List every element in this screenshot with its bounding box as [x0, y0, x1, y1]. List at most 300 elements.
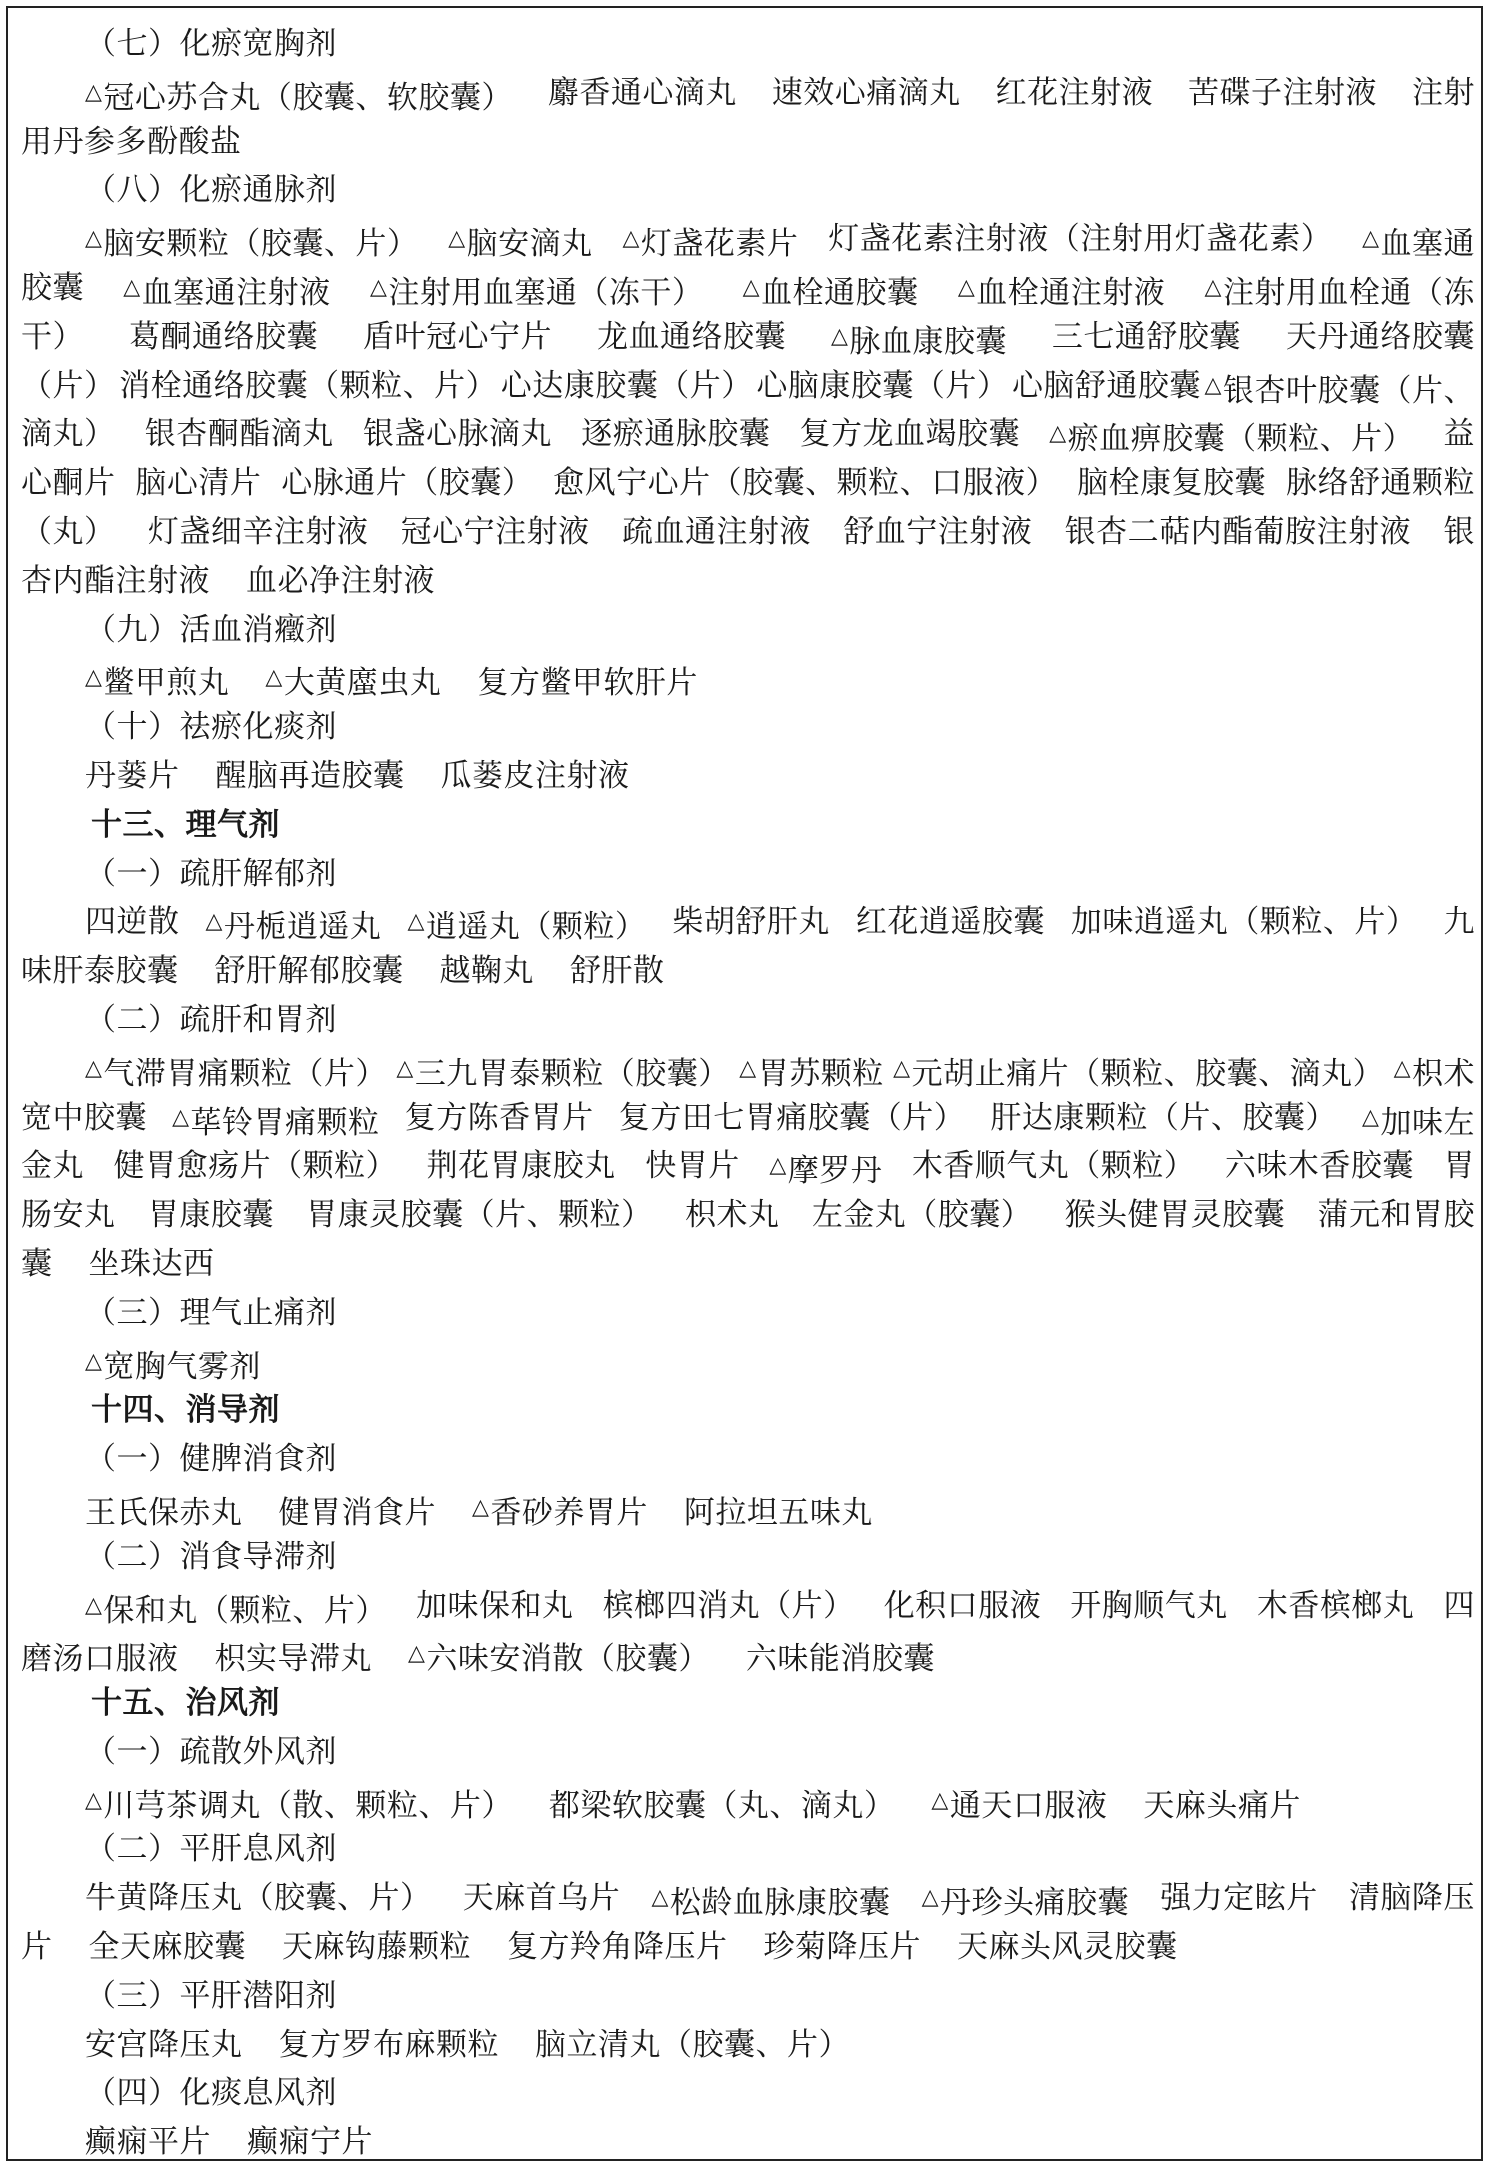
drug-list-line [21, 313, 1475, 362]
drug-name: 槟榔四消丸（片） [602, 1587, 855, 1624]
drug-name: 冠心苏合丸（胶囊、软胶囊） [103, 79, 513, 116]
drug-name: 滴丸） [21, 416, 116, 453]
drug-name: 龙血通络胶囊 [597, 318, 786, 355]
drug-item [441, 758, 630, 794]
drug-name: 木香顺气丸（颗粒） [911, 1148, 1196, 1185]
drug-name: 益 [1443, 416, 1475, 453]
drug-name: 清脑降压 [1348, 1880, 1475, 1917]
drug-name: 柴胡舒肝丸 [672, 904, 830, 941]
drug-item [1362, 215, 1475, 264]
drug-name: 猴头健胃灵胶囊 [1064, 1197, 1286, 1234]
drug-name: 快胃片 [645, 1148, 740, 1185]
drug-name: 化积口服液 [883, 1587, 1042, 1624]
drug-name: 胃康灵胶囊（片、颗粒） [306, 1197, 653, 1234]
triangle-mark-icon: △ [396, 1055, 414, 1081]
triangle-mark-icon: △ [1393, 1055, 1411, 1081]
drug-item [622, 508, 811, 557]
drug-item [89, 1929, 247, 1965]
drug-name: 天麻钩藤颗粒 [282, 1929, 471, 1966]
drug-name: 复方龙血竭胶囊 [799, 416, 1020, 453]
drug-name: 胃 [1443, 1148, 1475, 1185]
drug-name: 葛酮通络胶囊 [129, 318, 318, 355]
triangle-mark-icon: △ [931, 1787, 949, 1813]
drug-name: 脑安颗粒（胶囊、片） [103, 226, 419, 263]
drug-list-line [21, 264, 1475, 313]
drug-item [21, 1191, 116, 1240]
drug-item [828, 215, 1332, 264]
drug-item [623, 215, 799, 264]
drug-list-line [21, 508, 1475, 557]
triangle-mark-icon: △ [742, 274, 761, 300]
drug-name: （丸） [21, 513, 116, 550]
drug-name: 肠安丸 [21, 1197, 116, 1234]
drug-list-line [21, 215, 1475, 264]
drug-name: 银杏叶胶囊（片、 [1222, 372, 1475, 409]
drug-item [172, 1094, 379, 1143]
drug-name: 麝香通心滴丸 [547, 74, 737, 111]
drug-name: 片 [21, 1929, 53, 1966]
subsection-heading: （三）平肝潜阳剂 [85, 1977, 337, 2014]
drug-item [1412, 69, 1475, 118]
drug-name: 丹珍头痛胶囊 [940, 1885, 1129, 1922]
drug-item [597, 313, 786, 362]
drug-list-line [21, 654, 1481, 703]
drug-name: 复方罗布麻颗粒 [278, 2026, 499, 2063]
drug-name: 宽胸气雾剂 [103, 1348, 261, 1385]
subsection-heading: （九）活血消癥剂 [85, 611, 337, 648]
drug-item [831, 313, 1007, 362]
drug-name: 脑立清丸（胶囊、片） [535, 2026, 850, 2063]
drug-name: 注射用血塞通（冻干） [388, 274, 704, 311]
drug-name: 逐瘀通脉胶囊 [581, 416, 771, 453]
drug-item [85, 1874, 432, 1923]
drug-item [1012, 362, 1201, 411]
drug-item [800, 410, 1021, 459]
drug-name: 枳术 [1411, 1055, 1475, 1092]
drug-name: 消栓通络胶囊（颗粒、片） [119, 367, 498, 404]
subsection-heading: （一）疏散外风剂 [85, 1733, 337, 1770]
drug-name: 三九胃泰颗粒（胶囊） [414, 1055, 730, 1092]
drug-name: 灯盏花素片 [640, 226, 799, 263]
drug-item [739, 1045, 883, 1094]
drug-name: 红花逍遥胶囊 [855, 904, 1045, 941]
triangle-mark-icon: △ [1362, 1104, 1380, 1130]
drug-name: 胃苏颗粒 [757, 1055, 884, 1092]
drug-item [477, 665, 698, 701]
drug-item [1077, 459, 1266, 508]
document-page [6, 6, 1483, 2161]
triangle-mark-icon: △ [448, 226, 466, 252]
drug-name: 鳖甲煎丸 [103, 665, 230, 702]
subsection-heading: （三）理气止痛剂 [85, 1294, 337, 1331]
drug-name: 心脉通片（胶囊） [281, 465, 534, 502]
drug-item [1049, 410, 1414, 459]
drug-name: 癫痫平片 [85, 2124, 211, 2161]
drug-item [145, 410, 334, 459]
drug-item [448, 215, 592, 264]
drug-item [21, 563, 210, 599]
drug-item [21, 124, 242, 160]
drug-name: 磨汤口服液 [21, 1641, 179, 1678]
drug-item [440, 953, 535, 989]
drug-name: 灯盏细辛注射液 [147, 513, 369, 550]
drug-name: 银杏二萜内酯葡胺注射液 [1064, 513, 1412, 550]
drug-item [216, 758, 405, 794]
drug-item [363, 410, 552, 459]
triangle-mark-icon: △ [85, 1055, 103, 1081]
drug-item [89, 1246, 215, 1282]
drug-name: 癫痫宁片 [247, 2124, 373, 2161]
drug-item [215, 1641, 373, 1677]
drug-name: 复方羚角降压片 [507, 1929, 728, 1966]
drug-name: 金丸 [21, 1148, 84, 1185]
drug-name: 都梁软胶囊（丸、滴丸） [548, 1787, 896, 1824]
drug-item [21, 459, 116, 508]
drug-name: 加味左 [1380, 1104, 1475, 1141]
drug-item [1443, 410, 1475, 459]
triangle-mark-icon: △ [1204, 372, 1222, 398]
drug-name: 荜铃胃痛颗粒 [190, 1104, 380, 1141]
drug-item [123, 264, 330, 313]
drug-item [1443, 1582, 1475, 1631]
drug-item [148, 1191, 274, 1240]
drug-list-line [21, 1582, 1475, 1631]
drug-name: 珍菊降压片 [763, 1929, 921, 1966]
drug-item [85, 1495, 243, 1531]
drug-list-line [21, 2118, 1481, 2167]
drug-name: 血栓通胶囊 [761, 274, 919, 311]
drug-item [408, 1641, 710, 1677]
drug-name: 灯盏花素注射液（注射用灯盏花素） [828, 221, 1333, 258]
subsection-heading: （二）疏肝和胃剂 [85, 1001, 337, 1038]
drug-name: 通天口服液 [949, 1787, 1108, 1824]
drug-name: 杏内酯注射液 [21, 562, 210, 599]
drug-item [548, 69, 737, 118]
drug-list-line [21, 1338, 1481, 1387]
drug-item [651, 1874, 890, 1923]
drug-list-line [21, 459, 1475, 508]
drug-name: 脉血康胶囊 [849, 323, 1007, 360]
section-heading: 十三、理气剂 [91, 806, 280, 843]
drug-item [85, 215, 418, 264]
triangle-mark-icon: △ [1049, 421, 1067, 447]
drug-list-line [21, 557, 1481, 606]
drug-name: 速效心痛滴丸 [771, 74, 961, 111]
triangle-mark-icon: △ [85, 1592, 103, 1618]
triangle-mark-icon: △ [85, 79, 103, 105]
drug-name: 苦碟子注射液 [1188, 74, 1378, 111]
drug-name: 血必净注射液 [246, 562, 435, 599]
drug-item [114, 1142, 398, 1191]
drug-list-line [21, 947, 1481, 996]
drug-name: 疏血通注射液 [621, 513, 811, 550]
triangle-mark-icon: △ [172, 1104, 190, 1130]
triangle-mark-icon: △ [85, 1348, 103, 1374]
drug-item [21, 1929, 53, 1965]
drug-item [619, 1094, 966, 1143]
drug-list-line [21, 752, 1481, 801]
drug-name: 银 [1443, 513, 1475, 550]
drug-list-line [21, 69, 1475, 118]
drug-item [990, 1094, 1337, 1143]
triangle-mark-icon: △ [369, 274, 388, 300]
drug-item [21, 313, 84, 362]
drug-item [265, 665, 441, 701]
drug-name: 元胡止痛片（颗粒、胶囊、滴丸） [911, 1055, 1385, 1092]
triangle-mark-icon: △ [407, 909, 425, 935]
drug-list-line [21, 118, 1481, 167]
drug-name: 胃康胶囊 [147, 1197, 274, 1234]
drug-name: 开胸顺气丸 [1070, 1587, 1228, 1624]
drug-item [85, 665, 229, 701]
drug-name: 气滞胃痛颗粒（片） [103, 1055, 387, 1092]
drug-name: 复方田七胃痛胶囊（片） [618, 1099, 966, 1136]
drug-list-line [21, 1923, 1481, 1972]
drug-item [1160, 1874, 1318, 1923]
drug-name: 心脑舒通胶囊 [1011, 367, 1201, 404]
drug-item [21, 1246, 53, 1282]
drug-item [772, 69, 961, 118]
drug-name: 左金丸（胶囊） [811, 1197, 1033, 1234]
drug-item [85, 758, 180, 794]
drug-item [1070, 1582, 1228, 1631]
drug-name: 银盏心脉滴丸 [363, 416, 552, 453]
drug-name: 安宫降压丸 [85, 2026, 243, 2063]
drug-item [553, 459, 1057, 508]
drug-name: 脑栓康复胶囊 [1077, 465, 1267, 502]
drug-item [685, 1191, 780, 1240]
drug-name: 味肝泰胶囊 [21, 953, 179, 990]
drug-list-line [21, 1142, 1475, 1191]
drug-name: 健胃消食片 [278, 1494, 436, 1531]
subsection-heading: （二）消食导滞剂 [85, 1538, 337, 1575]
drug-name: 红花注射液 [995, 74, 1154, 111]
drug-item [856, 898, 1045, 947]
subsection-heading: （十）祛瘀化痰剂 [85, 709, 337, 746]
drug-name: 瘀血痹胶囊（颗粒、片） [1067, 421, 1415, 458]
drug-name: 天丹通络胶囊 [1285, 318, 1475, 355]
drug-item [463, 1874, 621, 1923]
drug-name: 瓜蒌皮注射液 [440, 757, 630, 794]
drug-list-line [21, 1191, 1475, 1240]
drug-name: 天麻头风灵胶囊 [957, 1929, 1178, 1966]
drug-item [1443, 1142, 1475, 1191]
drug-item [1286, 313, 1475, 362]
drug-name: 天麻首乌片 [462, 1880, 621, 1917]
triangle-mark-icon: △ [205, 909, 223, 935]
drug-name: 香砂养胃片 [490, 1494, 648, 1531]
drug-item [363, 313, 552, 362]
drug-item [21, 953, 179, 989]
drug-name: 心达康胶囊（片） [500, 367, 753, 404]
drug-item [1286, 459, 1475, 508]
drug-item [401, 508, 590, 557]
drug-name: 蒲元和胃胶 [1317, 1197, 1475, 1234]
drug-item [370, 264, 703, 313]
drug-name: 心酮片 [21, 465, 116, 502]
drug-name: 舒肝散 [570, 953, 665, 990]
drug-item [743, 264, 919, 313]
drug-item [21, 264, 84, 313]
drug-name: 宽中胶囊 [21, 1099, 147, 1136]
drug-name: 盾叶冠心宁片 [363, 318, 552, 355]
drug-item [21, 1094, 147, 1143]
drug-name: 枳实导滞丸 [214, 1641, 372, 1678]
drug-item [306, 1191, 653, 1240]
drug-name: 加味逍遥丸（颗粒、片） [1070, 904, 1418, 941]
drug-item [21, 1641, 179, 1677]
drug-item [21, 508, 116, 557]
drug-item [427, 1142, 616, 1191]
drug-item [843, 508, 1032, 557]
triangle-mark-icon: △ [1362, 226, 1380, 252]
drug-item [282, 1929, 471, 1965]
drug-item [246, 563, 435, 599]
drug-item [957, 1929, 1178, 1965]
drug-item [21, 410, 116, 459]
drug-list-content [21, 20, 1481, 2167]
drug-name: 松龄血脉康胶囊 [669, 1885, 891, 1922]
drug-name: 六味能消胶囊 [745, 1641, 935, 1678]
drug-name: 川芎茶调丸（散、颗粒、片） [103, 1787, 513, 1824]
drug-name: 注射用血栓通（冻 [1222, 274, 1475, 311]
drug-name: 王氏保赤丸 [85, 1494, 243, 1531]
drug-list-line [21, 362, 1475, 411]
subsection-heading: （一）健脾消食剂 [85, 1441, 337, 1478]
drug-name: 六味木香胶囊 [1224, 1148, 1414, 1185]
drug-name: 逍遥丸（颗粒） [425, 909, 647, 946]
drug-item [405, 1094, 594, 1143]
drug-item [129, 313, 318, 362]
section-heading: 十五、治风剂 [91, 1685, 280, 1722]
drug-item [1205, 264, 1475, 313]
drug-item [1257, 1582, 1415, 1631]
drug-item [1052, 313, 1241, 362]
drug-item [1443, 898, 1475, 947]
triangle-mark-icon: △ [1204, 274, 1222, 300]
triangle-mark-icon: △ [85, 665, 103, 691]
drug-item [279, 1495, 437, 1531]
drug-list-line [21, 410, 1475, 459]
drug-item [1317, 1191, 1475, 1240]
drug-item [996, 69, 1154, 118]
drug-item [206, 898, 382, 947]
drug-item [884, 1582, 1042, 1631]
drug-item [922, 1874, 1129, 1923]
drug-name: 坐珠达西 [88, 1245, 215, 1282]
triangle-mark-icon: △ [265, 665, 283, 691]
triangle-mark-icon: △ [85, 226, 103, 252]
drug-name: 血塞通 [1380, 226, 1475, 263]
drug-name: 全天麻胶囊 [88, 1929, 246, 1966]
drug-name: 复方陈香胃片 [404, 1099, 594, 1136]
drug-item [472, 1495, 648, 1531]
drug-item [931, 1788, 1107, 1824]
drug-item [746, 1641, 935, 1677]
drug-name: 枳术丸 [684, 1197, 780, 1234]
drug-item [1394, 1045, 1475, 1094]
triangle-mark-icon: △ [893, 1055, 911, 1081]
drug-item [85, 1582, 387, 1631]
drug-name: 银杏酮酯滴丸 [144, 416, 334, 453]
drug-item [215, 953, 404, 989]
drug-item [85, 2027, 243, 2063]
drug-name: 丹栀逍遥丸 [223, 909, 382, 946]
drug-name: 健胃愈疡片（颗粒） [113, 1148, 398, 1185]
drug-item [21, 1142, 84, 1191]
drug-name: 干） [21, 318, 84, 355]
triangle-mark-icon: △ [123, 274, 141, 300]
drug-item [85, 898, 180, 947]
drug-item [1443, 508, 1475, 557]
drug-item [1065, 1191, 1286, 1240]
drug-name: 胶囊 [21, 269, 84, 306]
triangle-mark-icon: △ [622, 226, 640, 252]
drug-item [764, 1929, 922, 1965]
drug-name: 三七通舒胶囊 [1051, 318, 1241, 355]
drug-name: 天麻头痛片 [1143, 1787, 1301, 1824]
drug-item [645, 1142, 740, 1191]
drug-list-line [21, 1630, 1481, 1679]
drug-item [407, 898, 646, 947]
drug-item [507, 1929, 728, 1965]
drug-name: 复方鳖甲软肝片 [477, 665, 698, 702]
drug-item [85, 2124, 211, 2160]
drug-list-line [21, 1777, 1481, 1826]
drug-item [1065, 508, 1412, 557]
drug-name: 醒脑再造胶囊 [215, 757, 405, 794]
drug-item [958, 264, 1165, 313]
drug-name: 九 [1443, 904, 1475, 941]
drug-list-line [21, 1484, 1481, 1533]
drug-item [1225, 1142, 1414, 1191]
drug-item [247, 2124, 373, 2160]
drug-item [279, 2027, 500, 2063]
drug-name: 四 [1443, 1587, 1475, 1624]
drug-name: 牛黄降压丸（胶囊、片） [85, 1880, 432, 1917]
drug-item [119, 362, 497, 411]
drug-item [1362, 1094, 1475, 1143]
drug-name: 摩罗丹 [787, 1153, 883, 1190]
drug-item [85, 69, 513, 118]
drug-name: 保和丸（颗粒、片） [103, 1592, 387, 1629]
triangle-mark-icon: △ [472, 1494, 490, 1520]
drug-item [416, 1582, 574, 1631]
drug-item [135, 459, 261, 508]
drug-item [396, 1045, 729, 1094]
drug-item [1188, 69, 1377, 118]
drug-item [893, 1045, 1384, 1094]
drug-item [812, 1191, 1033, 1240]
drug-item [581, 410, 770, 459]
drug-name: 血栓通注射液 [976, 274, 1166, 311]
drug-item [549, 1788, 896, 1824]
subsection-heading: （四）化痰息风剂 [85, 2075, 337, 2112]
triangle-mark-icon: △ [831, 323, 849, 349]
triangle-mark-icon: △ [739, 1055, 757, 1081]
section-heading: 十四、消导剂 [91, 1392, 280, 1429]
drug-name: （片） [21, 367, 116, 404]
drug-item [85, 1349, 261, 1385]
drug-name: 强力定眩片 [1160, 1880, 1318, 1917]
drug-name: 血塞通注射液 [141, 274, 331, 311]
triangle-mark-icon: △ [957, 274, 976, 300]
drug-name: 脑安滴丸 [466, 226, 593, 263]
drug-list-line [21, 1094, 1475, 1143]
drug-name: 舒肝解郁胶囊 [214, 953, 404, 990]
subsection-heading: （一）疏肝解郁剂 [85, 855, 337, 892]
drug-item [603, 1582, 855, 1631]
